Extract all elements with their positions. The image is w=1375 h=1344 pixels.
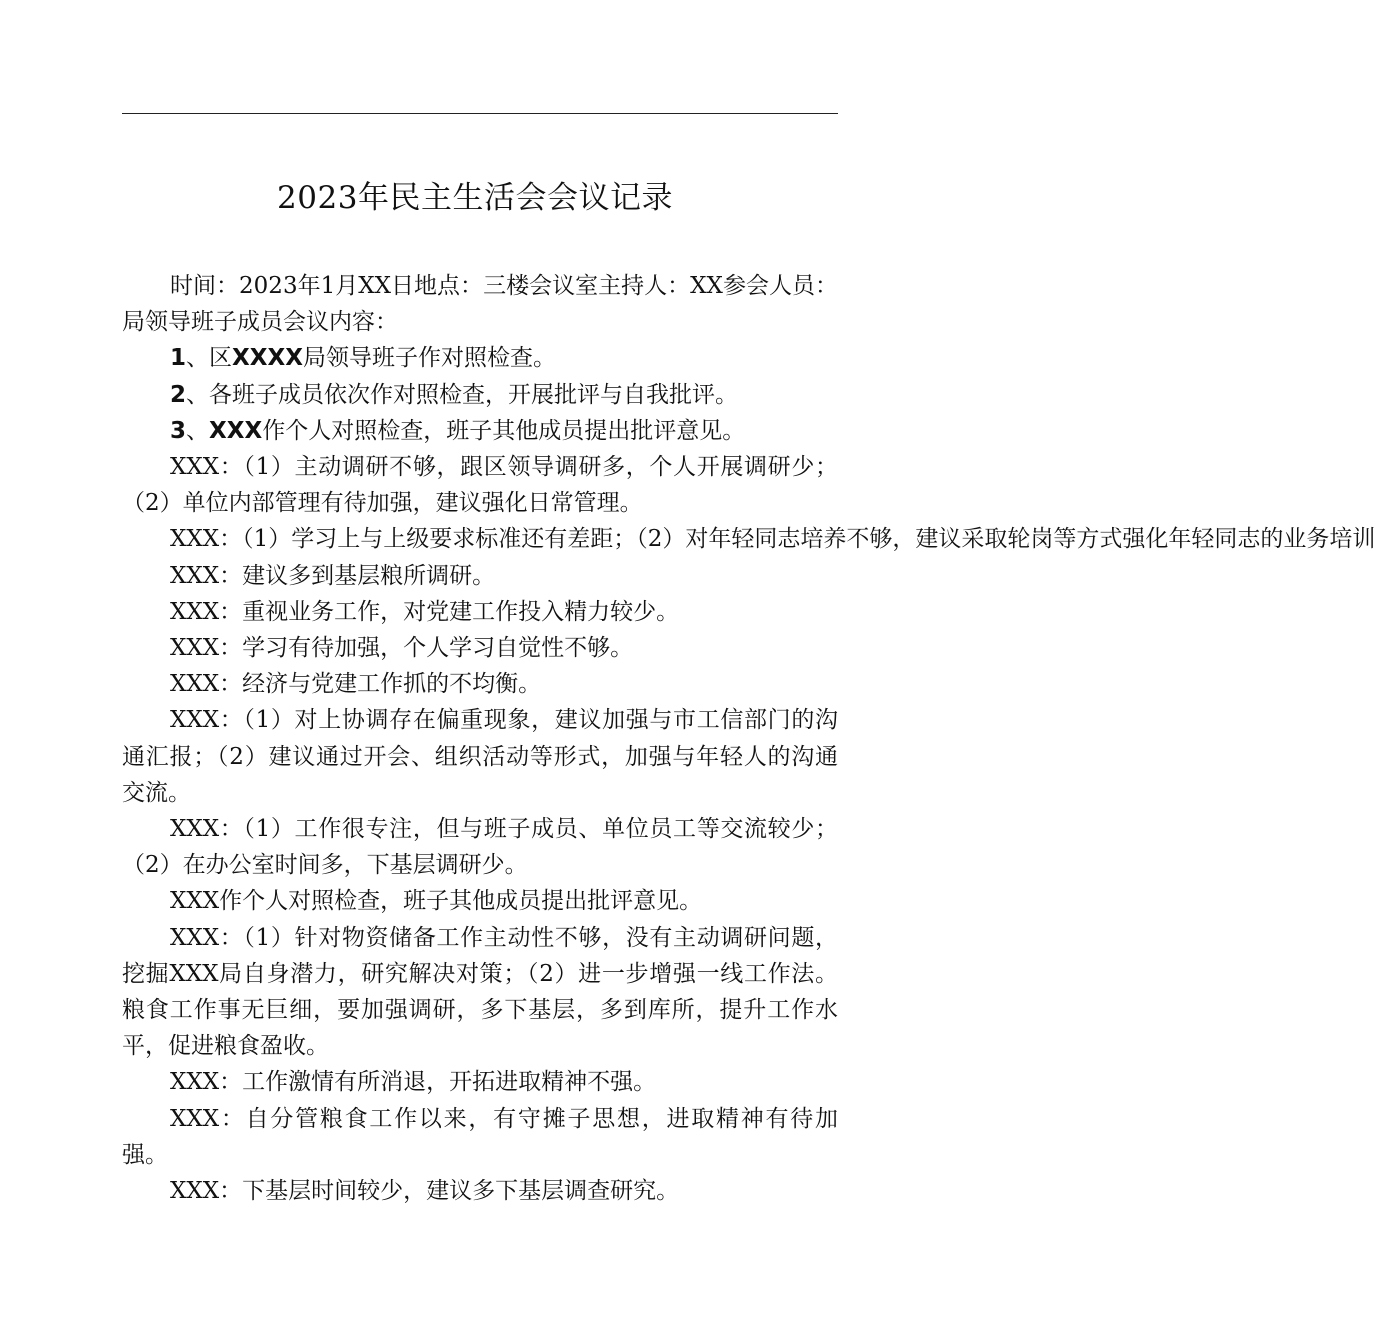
comment-paragraph: XXX：经济与党建工作抓的不均衡。 [170, 671, 542, 698]
agenda-item [122, 340, 838, 376]
agenda-separator: 、 [186, 417, 210, 444]
agenda-item [122, 377, 838, 413]
agenda-text: 局领导班子作对照检查。 [302, 345, 556, 372]
agenda-separator: 、 [186, 381, 210, 408]
comment-paragraph: XXX作个人对照检查，班子其他成员提出批评意见。 [170, 888, 703, 915]
agenda-number: 2 [170, 381, 187, 408]
agenda-prefix: 区 [209, 345, 233, 372]
header-rule [122, 113, 838, 114]
agenda-number: 3 [170, 417, 187, 444]
agenda-item [122, 413, 838, 449]
agenda-bold-text: XXX [209, 417, 263, 444]
comment-paragraph: XXX：重视业务工作，对党建工作投入精力较少。 [170, 598, 680, 625]
meeting-meta: 时间：2023年1月XX日地点：三楼会议室主持人：XX参会人员：局领导班子成员会议内容： [122, 273, 838, 336]
document-body [122, 268, 1375, 1209]
comment-paragraph: XXX：建议多到基层粮所调研。 [170, 562, 496, 589]
comment-paragraph: XXX：下基层时间较少，建议多下基层调查研究。 [170, 1178, 680, 1205]
comment-paragraph: XXX：（1）对上协调存在偏重现象，建议加强与市工信部门的沟通汇报；（2）建议通过开会、组织活动等形式，加强与年轻人的沟通交流。 [122, 707, 838, 806]
document-title: 2023年民主生活会会议记录 [277, 180, 673, 216]
agenda-text: 作个人对照检查，班子其他成员提出批评意见。 [262, 417, 746, 444]
comment-paragraph: XXX：（1）工作很专注，但与班子成员、单位员工等交流较少；（2）在办公室时间多，下基层调研少。 [122, 816, 838, 879]
comment-paragraph: XXX：工作激情有所消退，开拓进取精神不强。 [170, 1069, 657, 1096]
comment-paragraph: XXX：（1）学习上与上级要求标准还有差距；（2）对年轻同志培养不够，建议采取轮岗等方式强化年轻同志的业务培训 [170, 526, 1375, 553]
agenda-separator: 、 [186, 345, 210, 372]
agenda-text: 各班子成员依次作对照检查，开展批评与自我批评。 [209, 381, 739, 408]
comment-paragraph: XXX：（1）针对物资储备工作主动性不够，没有主动调研问题，挖掘XXX局自身潜力，研究解决对策；（2）进一步增强一线工作法。粮食工作事无巨细，要加强调研，多下基层，多到库所，提升工作水平，促进粮食盈收。 [122, 924, 838, 1060]
comment-paragraph: XXX：（1）主动调研不够，跟区领导调研多，个人开展调研少；（2）单位内部管理有待加强，建议强化日常管理。 [122, 454, 838, 517]
comment-paragraph: XXX：学习有待加强，个人学习自觉性不够。 [170, 635, 634, 662]
agenda-bold-text: XXXX [232, 345, 303, 372]
agenda-number: 1 [170, 345, 187, 372]
comment-paragraph: XXX：自分管粮食工作以来，有守摊子思想，进取精神有待加强。 [122, 1105, 838, 1168]
